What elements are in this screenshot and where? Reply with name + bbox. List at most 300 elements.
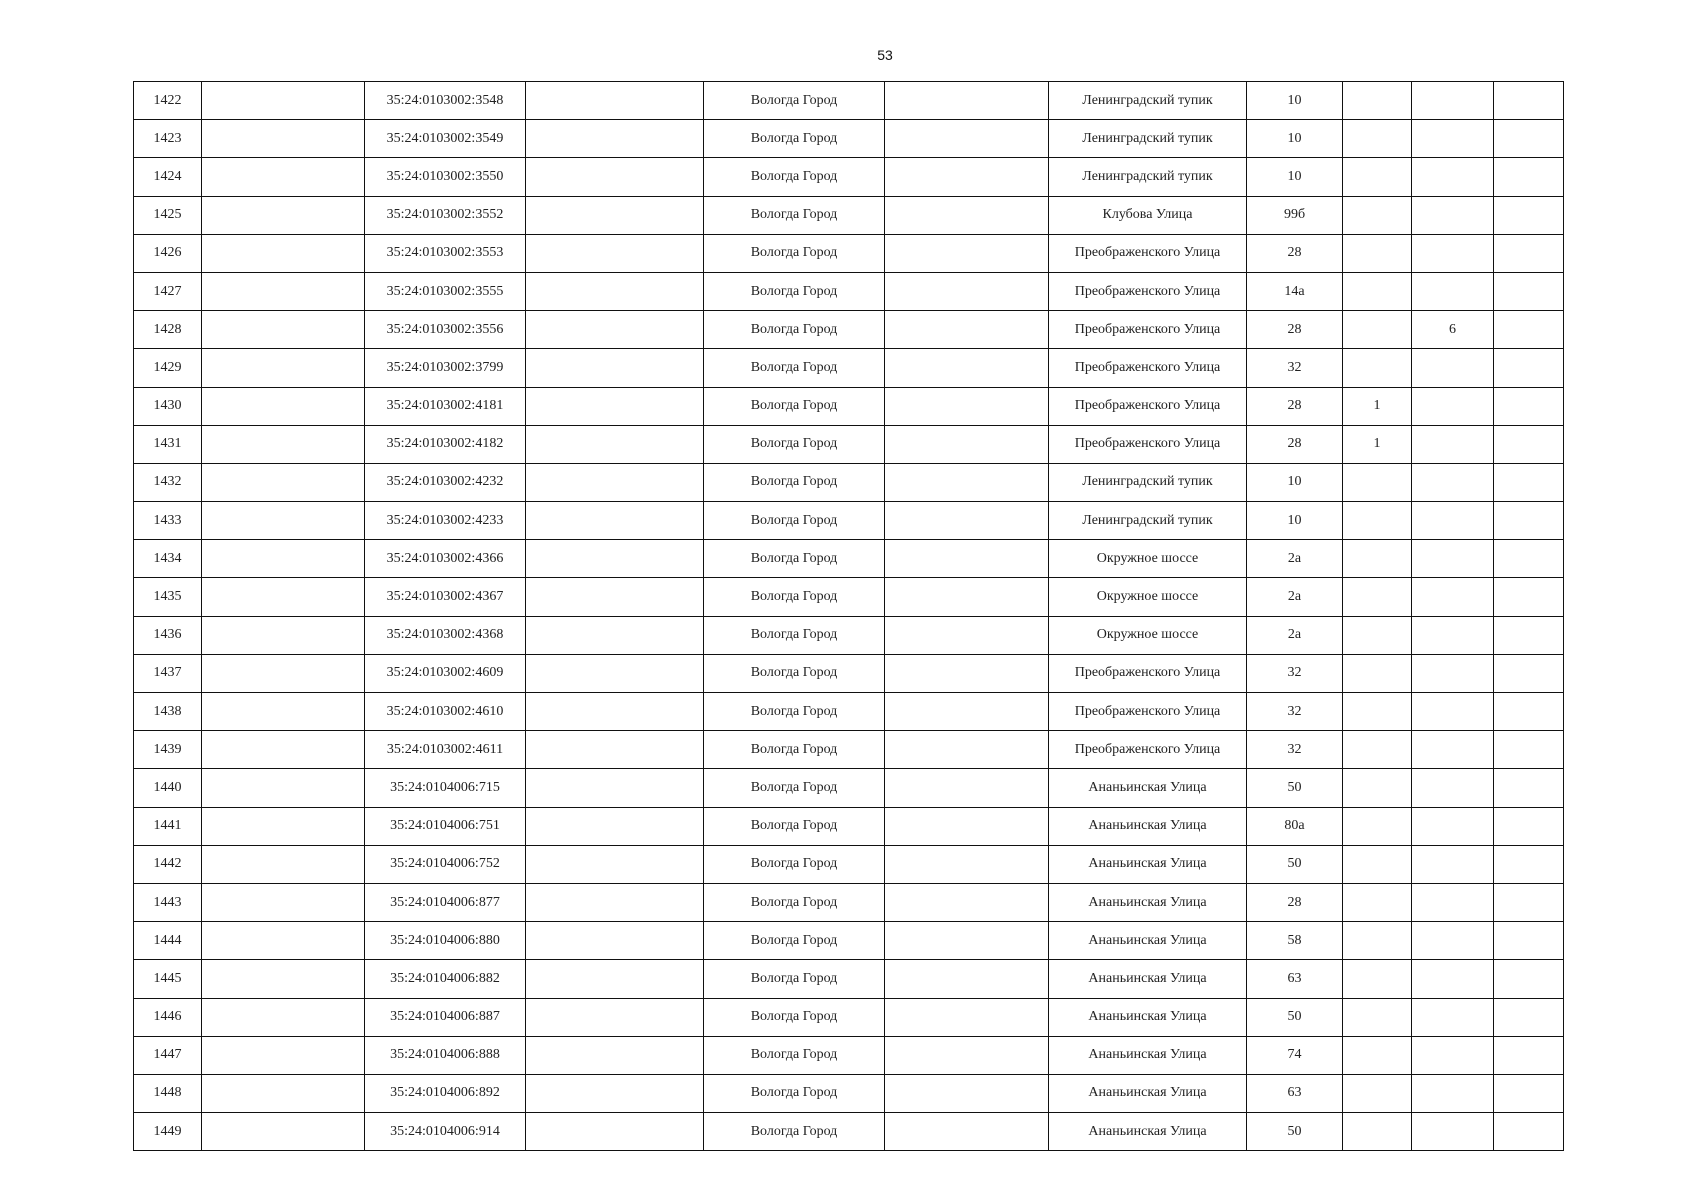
row-number-cell: 1427	[134, 272, 202, 310]
street-cell: Преображенского Улица	[1049, 693, 1247, 731]
row-number-cell: 1443	[134, 883, 202, 921]
city-cell: Вологда Город	[704, 272, 885, 310]
empty-cell	[885, 807, 1049, 845]
city-cell: Вологда Город	[704, 998, 885, 1036]
city-cell: Вологда Город	[704, 883, 885, 921]
empty-cell	[526, 654, 704, 692]
empty-cell	[1494, 387, 1564, 425]
street-cell: Ананьинская Улица	[1049, 1036, 1247, 1074]
building-cell	[1343, 693, 1412, 731]
empty-cell	[885, 731, 1049, 769]
apartment-cell	[1412, 960, 1494, 998]
house-number-cell: 28	[1247, 311, 1343, 349]
empty-cell	[202, 998, 365, 1036]
row-number-cell: 1433	[134, 502, 202, 540]
empty-cell	[526, 311, 704, 349]
street-cell: Ананьинская Улица	[1049, 769, 1247, 807]
empty-cell	[526, 272, 704, 310]
empty-cell	[526, 82, 704, 120]
row-number-cell: 1442	[134, 845, 202, 883]
table-row	[134, 158, 1564, 196]
empty-cell	[1494, 845, 1564, 883]
cadastral-number-cell: 35:24:0103002:4611	[365, 731, 526, 769]
building-cell	[1343, 731, 1412, 769]
building-cell	[1343, 769, 1412, 807]
cadastral-number-cell: 35:24:0103002:4181	[365, 387, 526, 425]
building-cell	[1343, 1113, 1412, 1151]
table-row	[134, 234, 1564, 272]
row-number-cell: 1424	[134, 158, 202, 196]
table-row	[134, 922, 1564, 960]
empty-cell	[885, 196, 1049, 234]
house-number-cell: 63	[1247, 1074, 1343, 1112]
cadastral-number-cell: 35:24:0103002:4182	[365, 425, 526, 463]
empty-cell	[526, 502, 704, 540]
city-cell: Вологда Город	[704, 387, 885, 425]
empty-cell	[526, 1074, 704, 1112]
table-row	[134, 502, 1564, 540]
building-cell	[1343, 120, 1412, 158]
page-number: 53	[877, 47, 893, 63]
empty-cell	[526, 463, 704, 501]
apartment-cell	[1412, 196, 1494, 234]
house-number-cell: 10	[1247, 120, 1343, 158]
empty-cell	[885, 463, 1049, 501]
empty-cell	[202, 425, 365, 463]
row-number-cell: 1439	[134, 731, 202, 769]
empty-cell	[526, 1036, 704, 1074]
empty-cell	[202, 769, 365, 807]
empty-cell	[202, 463, 365, 501]
street-cell: Ленинградский тупик	[1049, 82, 1247, 120]
house-number-cell: 10	[1247, 502, 1343, 540]
cadastral-number-cell: 35:24:0103002:4368	[365, 616, 526, 654]
empty-cell	[202, 120, 365, 158]
house-number-cell: 14а	[1247, 272, 1343, 310]
apartment-cell	[1412, 693, 1494, 731]
house-number-cell: 2а	[1247, 578, 1343, 616]
city-cell: Вологда Город	[704, 654, 885, 692]
table-row	[134, 578, 1564, 616]
cadastral-number-cell: 35:24:0103002:4610	[365, 693, 526, 731]
empty-cell	[885, 693, 1049, 731]
empty-cell	[202, 693, 365, 731]
city-cell: Вологда Город	[704, 311, 885, 349]
house-number-cell: 99б	[1247, 196, 1343, 234]
empty-cell	[202, 502, 365, 540]
row-number-cell: 1436	[134, 616, 202, 654]
empty-cell	[1494, 1074, 1564, 1112]
street-cell: Ананьинская Улица	[1049, 845, 1247, 883]
row-number-cell: 1430	[134, 387, 202, 425]
empty-cell	[1494, 425, 1564, 463]
empty-cell	[885, 540, 1049, 578]
empty-cell	[526, 922, 704, 960]
street-cell: Преображенского Улица	[1049, 234, 1247, 272]
house-number-cell: 32	[1247, 349, 1343, 387]
empty-cell	[1494, 1036, 1564, 1074]
empty-cell	[202, 960, 365, 998]
row-number-cell: 1441	[134, 807, 202, 845]
city-cell: Вологда Город	[704, 158, 885, 196]
table-row	[134, 463, 1564, 501]
cadastral-number-cell: 35:24:0103002:4233	[365, 502, 526, 540]
cadastral-number-cell: 35:24:0103002:4232	[365, 463, 526, 501]
table-row	[134, 425, 1564, 463]
empty-cell	[1494, 807, 1564, 845]
house-number-cell: 2а	[1247, 616, 1343, 654]
table-row	[134, 693, 1564, 731]
table-row	[134, 845, 1564, 883]
building-cell	[1343, 234, 1412, 272]
table-row	[134, 731, 1564, 769]
empty-cell	[885, 1074, 1049, 1112]
empty-cell	[202, 616, 365, 654]
building-cell: 1	[1343, 387, 1412, 425]
empty-cell	[202, 82, 365, 120]
street-cell: Окружное шоссе	[1049, 616, 1247, 654]
row-number-cell: 1446	[134, 998, 202, 1036]
house-number-cell: 80а	[1247, 807, 1343, 845]
empty-cell	[1494, 769, 1564, 807]
street-cell: Окружное шоссе	[1049, 540, 1247, 578]
building-cell	[1343, 845, 1412, 883]
house-number-cell: 63	[1247, 960, 1343, 998]
empty-cell	[885, 654, 1049, 692]
street-cell: Ананьинская Улица	[1049, 960, 1247, 998]
row-number-cell: 1449	[134, 1113, 202, 1151]
empty-cell	[526, 234, 704, 272]
apartment-cell	[1412, 1036, 1494, 1074]
empty-cell	[526, 807, 704, 845]
apartment-cell	[1412, 1113, 1494, 1151]
empty-cell	[202, 883, 365, 921]
cadastral-number-cell: 35:24:0103002:4609	[365, 654, 526, 692]
empty-cell	[1494, 272, 1564, 310]
row-number-cell: 1437	[134, 654, 202, 692]
city-cell: Вологда Город	[704, 578, 885, 616]
empty-cell	[885, 769, 1049, 807]
apartment-cell	[1412, 578, 1494, 616]
table-row	[134, 349, 1564, 387]
house-number-cell: 74	[1247, 1036, 1343, 1074]
street-cell: Преображенского Улица	[1049, 731, 1247, 769]
empty-cell	[1494, 158, 1564, 196]
empty-cell	[526, 998, 704, 1036]
empty-cell	[526, 960, 704, 998]
empty-cell	[885, 387, 1049, 425]
row-number-cell: 1431	[134, 425, 202, 463]
empty-cell	[202, 1113, 365, 1151]
house-number-cell: 10	[1247, 82, 1343, 120]
empty-cell	[202, 1074, 365, 1112]
apartment-cell	[1412, 463, 1494, 501]
table-row	[134, 311, 1564, 349]
table-row	[134, 196, 1564, 234]
empty-cell	[526, 158, 704, 196]
empty-cell	[1494, 998, 1564, 1036]
row-number-cell: 1447	[134, 1036, 202, 1074]
empty-cell	[526, 845, 704, 883]
cadastral-number-cell: 35:24:0104006:877	[365, 883, 526, 921]
empty-cell	[1494, 349, 1564, 387]
row-number-cell: 1445	[134, 960, 202, 998]
street-cell: Клубова Улица	[1049, 196, 1247, 234]
street-cell: Окружное шоссе	[1049, 578, 1247, 616]
cadastral-number-cell: 35:24:0104006:751	[365, 807, 526, 845]
cadastral-number-cell: 35:24:0103002:3548	[365, 82, 526, 120]
row-number-cell: 1435	[134, 578, 202, 616]
apartment-cell	[1412, 998, 1494, 1036]
house-number-cell: 32	[1247, 654, 1343, 692]
empty-cell	[885, 883, 1049, 921]
building-cell	[1343, 807, 1412, 845]
empty-cell	[885, 998, 1049, 1036]
building-cell	[1343, 1036, 1412, 1074]
building-cell	[1343, 960, 1412, 998]
city-cell: Вологда Город	[704, 1074, 885, 1112]
empty-cell	[1494, 540, 1564, 578]
city-cell: Вологда Город	[704, 349, 885, 387]
house-number-cell: 2а	[1247, 540, 1343, 578]
empty-cell	[1494, 502, 1564, 540]
cadastral-number-cell: 35:24:0103002:4366	[365, 540, 526, 578]
cadastral-number-cell: 35:24:0103002:3556	[365, 311, 526, 349]
empty-cell	[1494, 311, 1564, 349]
cadastral-number-cell: 35:24:0103002:3799	[365, 349, 526, 387]
registry-table	[133, 81, 1564, 1151]
street-cell: Ананьинская Улица	[1049, 883, 1247, 921]
row-number-cell: 1440	[134, 769, 202, 807]
apartment-cell	[1412, 272, 1494, 310]
building-cell	[1343, 883, 1412, 921]
row-number-cell: 1429	[134, 349, 202, 387]
apartment-cell	[1412, 540, 1494, 578]
city-cell: Вологда Город	[704, 196, 885, 234]
table-row	[134, 998, 1564, 1036]
building-cell	[1343, 616, 1412, 654]
city-cell: Вологда Город	[704, 1036, 885, 1074]
building-cell	[1343, 349, 1412, 387]
apartment-cell	[1412, 120, 1494, 158]
empty-cell	[526, 196, 704, 234]
building-cell	[1343, 158, 1412, 196]
city-cell: Вологда Город	[704, 845, 885, 883]
table-row	[134, 1074, 1564, 1112]
city-cell: Вологда Город	[704, 540, 885, 578]
cadastral-number-cell: 35:24:0104006:880	[365, 922, 526, 960]
apartment-cell	[1412, 922, 1494, 960]
empty-cell	[202, 922, 365, 960]
empty-cell	[1494, 578, 1564, 616]
house-number-cell: 50	[1247, 998, 1343, 1036]
empty-cell	[202, 578, 365, 616]
empty-cell	[1494, 922, 1564, 960]
empty-cell	[1494, 234, 1564, 272]
city-cell: Вологда Город	[704, 1113, 885, 1151]
street-cell: Преображенского Улица	[1049, 272, 1247, 310]
apartment-cell	[1412, 1074, 1494, 1112]
table-row	[134, 272, 1564, 310]
house-number-cell: 50	[1247, 769, 1343, 807]
apartment-cell	[1412, 845, 1494, 883]
table-row	[134, 883, 1564, 921]
city-cell: Вологда Город	[704, 234, 885, 272]
city-cell: Вологда Город	[704, 425, 885, 463]
street-cell: Преображенского Улица	[1049, 311, 1247, 349]
house-number-cell: 32	[1247, 693, 1343, 731]
building-cell	[1343, 654, 1412, 692]
table-row	[134, 120, 1564, 158]
row-number-cell: 1434	[134, 540, 202, 578]
empty-cell	[202, 540, 365, 578]
table-row	[134, 769, 1564, 807]
empty-cell	[526, 120, 704, 158]
table-body	[134, 82, 1564, 1151]
empty-cell	[885, 1036, 1049, 1074]
cadastral-number-cell: 35:24:0103002:3549	[365, 120, 526, 158]
empty-cell	[202, 731, 365, 769]
house-number-cell: 10	[1247, 158, 1343, 196]
table-row	[134, 1036, 1564, 1074]
cadastral-number-cell: 35:24:0104006:887	[365, 998, 526, 1036]
empty-cell	[526, 769, 704, 807]
city-cell: Вологда Город	[704, 502, 885, 540]
apartment-cell	[1412, 769, 1494, 807]
city-cell: Вологда Город	[704, 960, 885, 998]
house-number-cell: 10	[1247, 463, 1343, 501]
empty-cell	[885, 158, 1049, 196]
table-row	[134, 540, 1564, 578]
table-row	[134, 82, 1564, 120]
empty-cell	[1494, 693, 1564, 731]
street-cell: Ленинградский тупик	[1049, 463, 1247, 501]
city-cell: Вологда Город	[704, 82, 885, 120]
empty-cell	[202, 807, 365, 845]
empty-cell	[526, 883, 704, 921]
street-cell: Преображенского Улица	[1049, 654, 1247, 692]
empty-cell	[885, 922, 1049, 960]
city-cell: Вологда Город	[704, 769, 885, 807]
building-cell	[1343, 463, 1412, 501]
empty-cell	[1494, 654, 1564, 692]
street-cell: Ананьинская Улица	[1049, 922, 1247, 960]
apartment-cell	[1412, 234, 1494, 272]
empty-cell	[202, 349, 365, 387]
apartment-cell	[1412, 502, 1494, 540]
house-number-cell: 50	[1247, 1113, 1343, 1151]
street-cell: Ананьинская Улица	[1049, 998, 1247, 1036]
table-row	[134, 387, 1564, 425]
empty-cell	[1494, 120, 1564, 158]
building-cell	[1343, 272, 1412, 310]
empty-cell	[202, 196, 365, 234]
row-number-cell: 1423	[134, 120, 202, 158]
empty-cell	[1494, 463, 1564, 501]
table-row	[134, 1113, 1564, 1151]
empty-cell	[526, 731, 704, 769]
building-cell	[1343, 922, 1412, 960]
empty-cell	[885, 845, 1049, 883]
empty-cell	[526, 693, 704, 731]
empty-cell	[202, 845, 365, 883]
cadastral-number-cell: 35:24:0104006:882	[365, 960, 526, 998]
empty-cell	[202, 311, 365, 349]
building-cell	[1343, 1074, 1412, 1112]
apartment-cell	[1412, 731, 1494, 769]
empty-cell	[202, 234, 365, 272]
empty-cell	[1494, 196, 1564, 234]
cadastral-number-cell: 35:24:0103002:3550	[365, 158, 526, 196]
apartment-cell	[1412, 425, 1494, 463]
house-number-cell: 28	[1247, 387, 1343, 425]
empty-cell	[202, 387, 365, 425]
house-number-cell: 28	[1247, 425, 1343, 463]
empty-cell	[885, 349, 1049, 387]
building-cell	[1343, 196, 1412, 234]
empty-cell	[1494, 616, 1564, 654]
apartment-cell	[1412, 807, 1494, 845]
cadastral-number-cell: 35:24:0104006:752	[365, 845, 526, 883]
cadastral-number-cell: 35:24:0104006:914	[365, 1113, 526, 1151]
empty-cell	[885, 960, 1049, 998]
house-number-cell: 50	[1247, 845, 1343, 883]
cadastral-number-cell: 35:24:0104006:892	[365, 1074, 526, 1112]
empty-cell	[526, 349, 704, 387]
building-cell	[1343, 998, 1412, 1036]
cadastral-number-cell: 35:24:0104006:715	[365, 769, 526, 807]
empty-cell	[885, 272, 1049, 310]
empty-cell	[526, 616, 704, 654]
city-cell: Вологда Город	[704, 922, 885, 960]
street-cell: Ананьинская Улица	[1049, 1113, 1247, 1151]
street-cell: Преображенского Улица	[1049, 387, 1247, 425]
empty-cell	[885, 120, 1049, 158]
empty-cell	[885, 502, 1049, 540]
empty-cell	[202, 158, 365, 196]
city-cell: Вологда Город	[704, 120, 885, 158]
building-cell: 1	[1343, 425, 1412, 463]
empty-cell	[526, 578, 704, 616]
house-number-cell: 28	[1247, 234, 1343, 272]
empty-cell	[526, 387, 704, 425]
street-cell: Ананьинская Улица	[1049, 1074, 1247, 1112]
table-row	[134, 960, 1564, 998]
building-cell	[1343, 502, 1412, 540]
table-row	[134, 616, 1564, 654]
cadastral-number-cell: 35:24:0103002:3555	[365, 272, 526, 310]
street-cell: Ленинградский тупик	[1049, 502, 1247, 540]
apartment-cell	[1412, 349, 1494, 387]
street-cell: Преображенского Улица	[1049, 425, 1247, 463]
building-cell	[1343, 578, 1412, 616]
empty-cell	[1494, 82, 1564, 120]
table-row	[134, 654, 1564, 692]
cadastral-number-cell: 35:24:0104006:888	[365, 1036, 526, 1074]
city-cell: Вологда Город	[704, 463, 885, 501]
building-cell	[1343, 311, 1412, 349]
cadastral-number-cell: 35:24:0103002:4367	[365, 578, 526, 616]
apartment-cell	[1412, 883, 1494, 921]
empty-cell	[526, 425, 704, 463]
street-cell: Преображенского Улица	[1049, 349, 1247, 387]
empty-cell	[885, 311, 1049, 349]
row-number-cell: 1438	[134, 693, 202, 731]
building-cell	[1343, 540, 1412, 578]
empty-cell	[1494, 883, 1564, 921]
city-cell: Вологда Город	[704, 731, 885, 769]
empty-cell	[885, 1113, 1049, 1151]
